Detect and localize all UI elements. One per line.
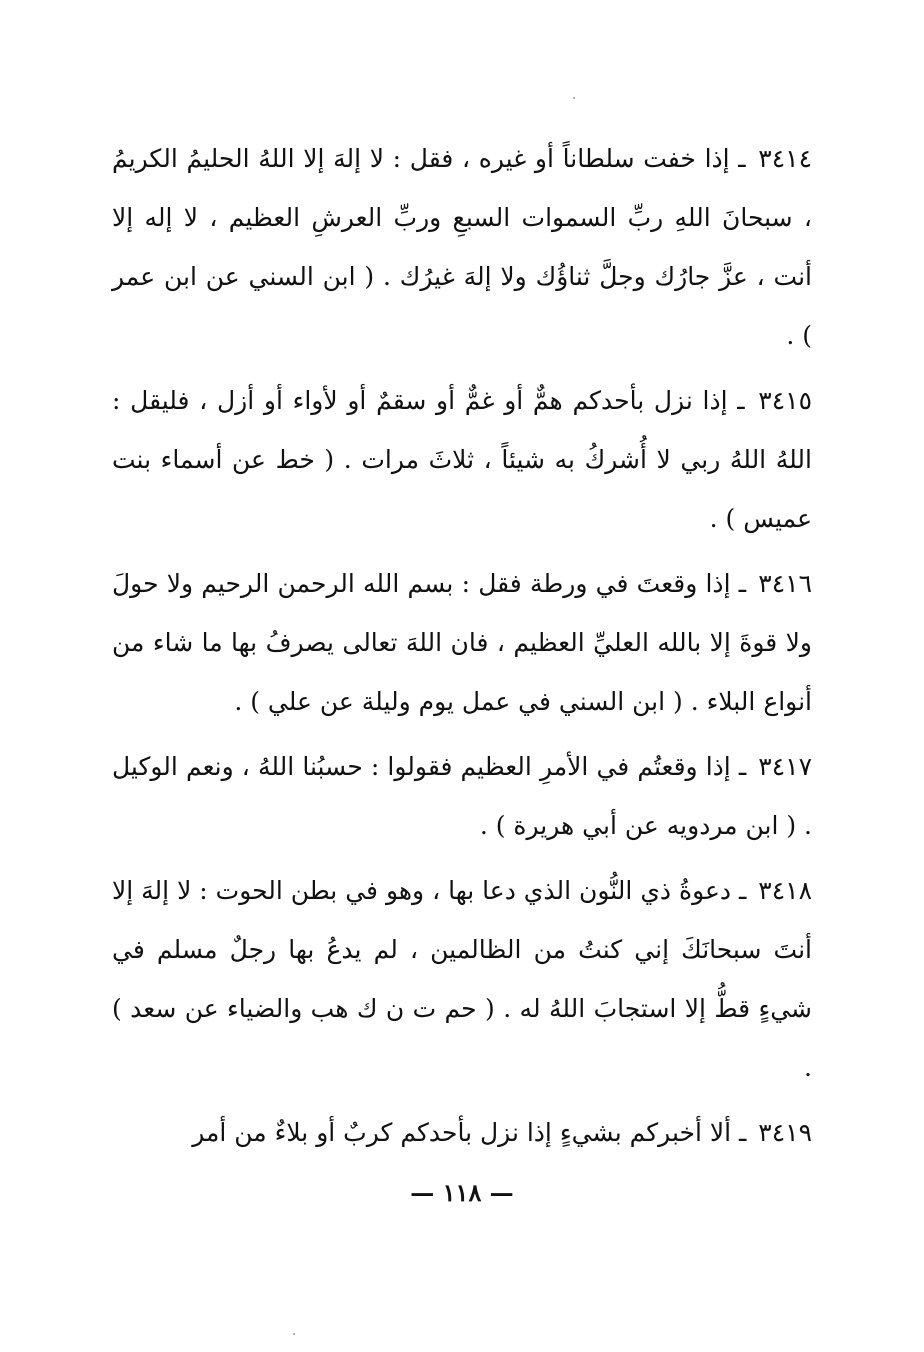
- hadith-number: ٣٤١٨: [758, 876, 812, 905]
- hadith-entry: [112, 371, 812, 548]
- hadith-text: ـ إذا وقعتُم في الأمرِ العظيم فقولوا : حسبُنا اللهُ ، ونعم الوكيل . ( ابن مردويه عن أبي هريرة ) .: [112, 752, 812, 840]
- hadith-text: ـ إذا وقعتَ في ورطة فقل : بسم الله الرحمن الرحيم ولا حولَ ولا قوةَ إلا بالله العليِّ العظيم ، فان اللهَ تعالى يصرفُ بها ما شاء من أنواع البلاء . ( ابن السني في عمل يوم وليلة عن علي ) .: [112, 569, 812, 716]
- hadith-entry: [112, 129, 812, 365]
- hadith-number: ٣٤١٥: [758, 386, 812, 415]
- hadith-entry: [112, 861, 812, 1097]
- page-number: — ١١٨ —: [410, 1178, 514, 1207]
- hadith-entry: [112, 737, 812, 855]
- hadith-number: ٣٤١٩: [758, 1118, 812, 1147]
- hadith-text: ـ ألا أخبركم بشيءٍ إذا نزل بأحدكم كربٌ أو بلاءٌ من أمر: [192, 1118, 755, 1147]
- hadith-number: ٣٤١٤: [758, 144, 812, 173]
- hadith-entry: [112, 554, 812, 731]
- speck-mark: [573, 97, 575, 99]
- hadith-text: ـ إذا خفت سلطاناً أو غيره ، فقل : لا إلهَ إلا اللهُ الحليمُ الكريمُ ، سبحانَ اللهِ ربِّ السموات السبعِ وربِّ العرشِ العظيم ، لا إله إلا أنت ، عزَّ جارُك وجلَّ ثناؤُك ولا إلهَ غيرُك . ( ابن السني عن ابن عمر ) .: [112, 144, 812, 350]
- hadith-entry: [112, 1103, 812, 1162]
- hadith-text: ـ إذا نزل بأحدكم همٌّ أو غمٌّ أو سقمٌ أو لأواء أو أزل ، فليقل : اللهُ اللهُ ربي لا أُشركُ به شيئاً ، ثلاثَ مرات . ( خط عن أسماء بنت عميس ) .: [112, 386, 812, 533]
- speck-mark: [293, 1333, 295, 1335]
- hadith-text: ـ دعوةُ ذي النُّون الذي دعا بها ، وهو في بطن الحوت : لا إلهَ إلا أنتَ سبحانَكَ إني كنتُ من الظالمين ، لم يدعُ بها رجلٌ مسلم في شيءٍ قطُّ إلا استجابَ اللهُ له . ( حم ت ن ك هب والضياء عن سعد ) .: [112, 876, 812, 1082]
- hadith-number: ٣٤١٧: [758, 752, 812, 781]
- hadith-number: ٣٤١٦: [758, 569, 812, 598]
- page-body: [112, 129, 812, 1162]
